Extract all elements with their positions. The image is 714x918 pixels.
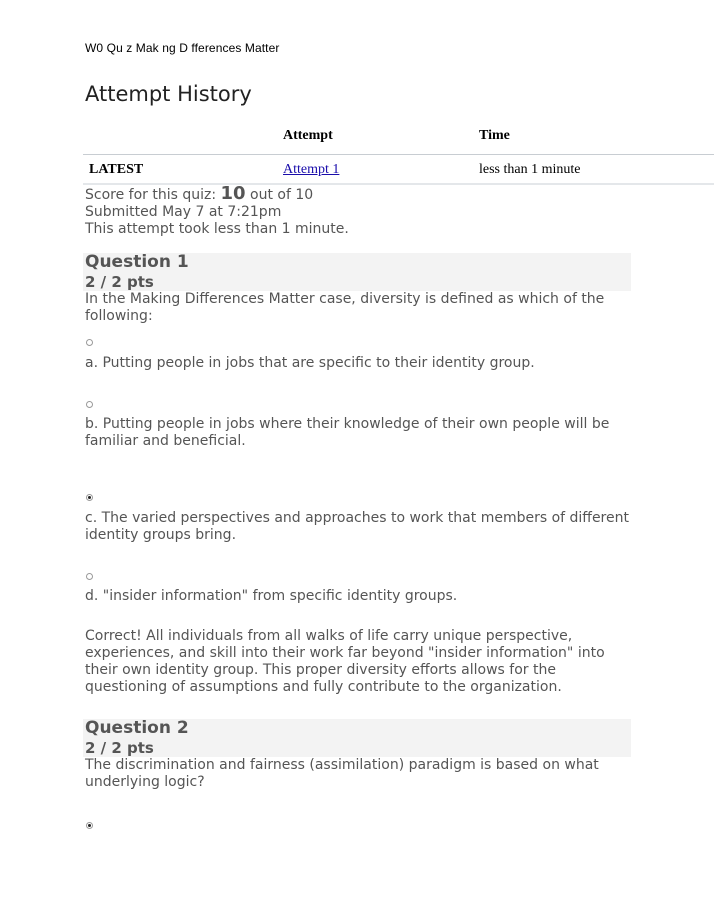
table-row [83, 155, 714, 185]
column-header-attempt: Attempt [283, 128, 333, 143]
score-value: 10 [220, 183, 246, 204]
option-b-radio[interactable] [86, 401, 93, 408]
score-line [85, 185, 349, 204]
option-c-radio[interactable] [86, 494, 93, 501]
score-prefix: Score for this quiz: [85, 187, 221, 203]
question-1-header [83, 253, 631, 291]
attempt-cell [283, 162, 339, 178]
option-d-text: d. "insider information" from specific identity groups. [85, 588, 458, 604]
question-2-header [83, 719, 631, 757]
submitted-text: Submitted May 7 at 7:21pm [85, 204, 282, 220]
question-points: 2 / 2 pts [85, 273, 154, 291]
column-header-time: Time [479, 128, 510, 143]
question-1-text: In the Making Differences Matter case, diversity is defined as which of the following: [85, 291, 605, 324]
attempt-history-table [83, 122, 714, 185]
latest-label: LATEST [89, 162, 144, 177]
option-d-radio[interactable] [86, 573, 93, 580]
score-summary [85, 185, 349, 238]
document-title: W0 Qu z Mak ng D fferences Matter [85, 41, 280, 55]
option-a-text: a. Putting people in jobs that are specific to their identity group. [85, 355, 535, 371]
option-c-text: c. The varied perspectives and approaches to work that members of different identity groups bring. [85, 510, 629, 543]
question-points: 2 / 2 pts [85, 739, 154, 757]
option-b-text: b. Putting people in jobs where their knowledge of their own people will be familiar and beneficial. [85, 416, 610, 449]
option-a-radio[interactable] [86, 339, 93, 346]
table-header-row [83, 122, 714, 155]
time-cell: less than 1 minute [479, 162, 581, 177]
duration-text: This attempt took less than 1 minute. [85, 221, 349, 237]
score-suffix: out of 10 [245, 187, 314, 203]
question-title: Question 2 [85, 718, 189, 738]
question-1-feedback: Correct! All individuals from all walks of life carry unique perspective, experiences, and skill into their work far beyond "insider information" into their own identity group. This proper diversity efforts allows for the questioning of assumptions and fully contribute to the organization. [85, 628, 605, 695]
attempt-1-link[interactable]: Attempt 1 [283, 162, 340, 177]
question-2-text: The discrimination and fairness (assimilation) paradigm is based on what underlying logic? [85, 757, 599, 790]
attempt-history-heading: Attempt History [85, 82, 252, 106]
question-2-option-radio[interactable] [86, 822, 93, 829]
question-title: Question 1 [85, 252, 189, 272]
